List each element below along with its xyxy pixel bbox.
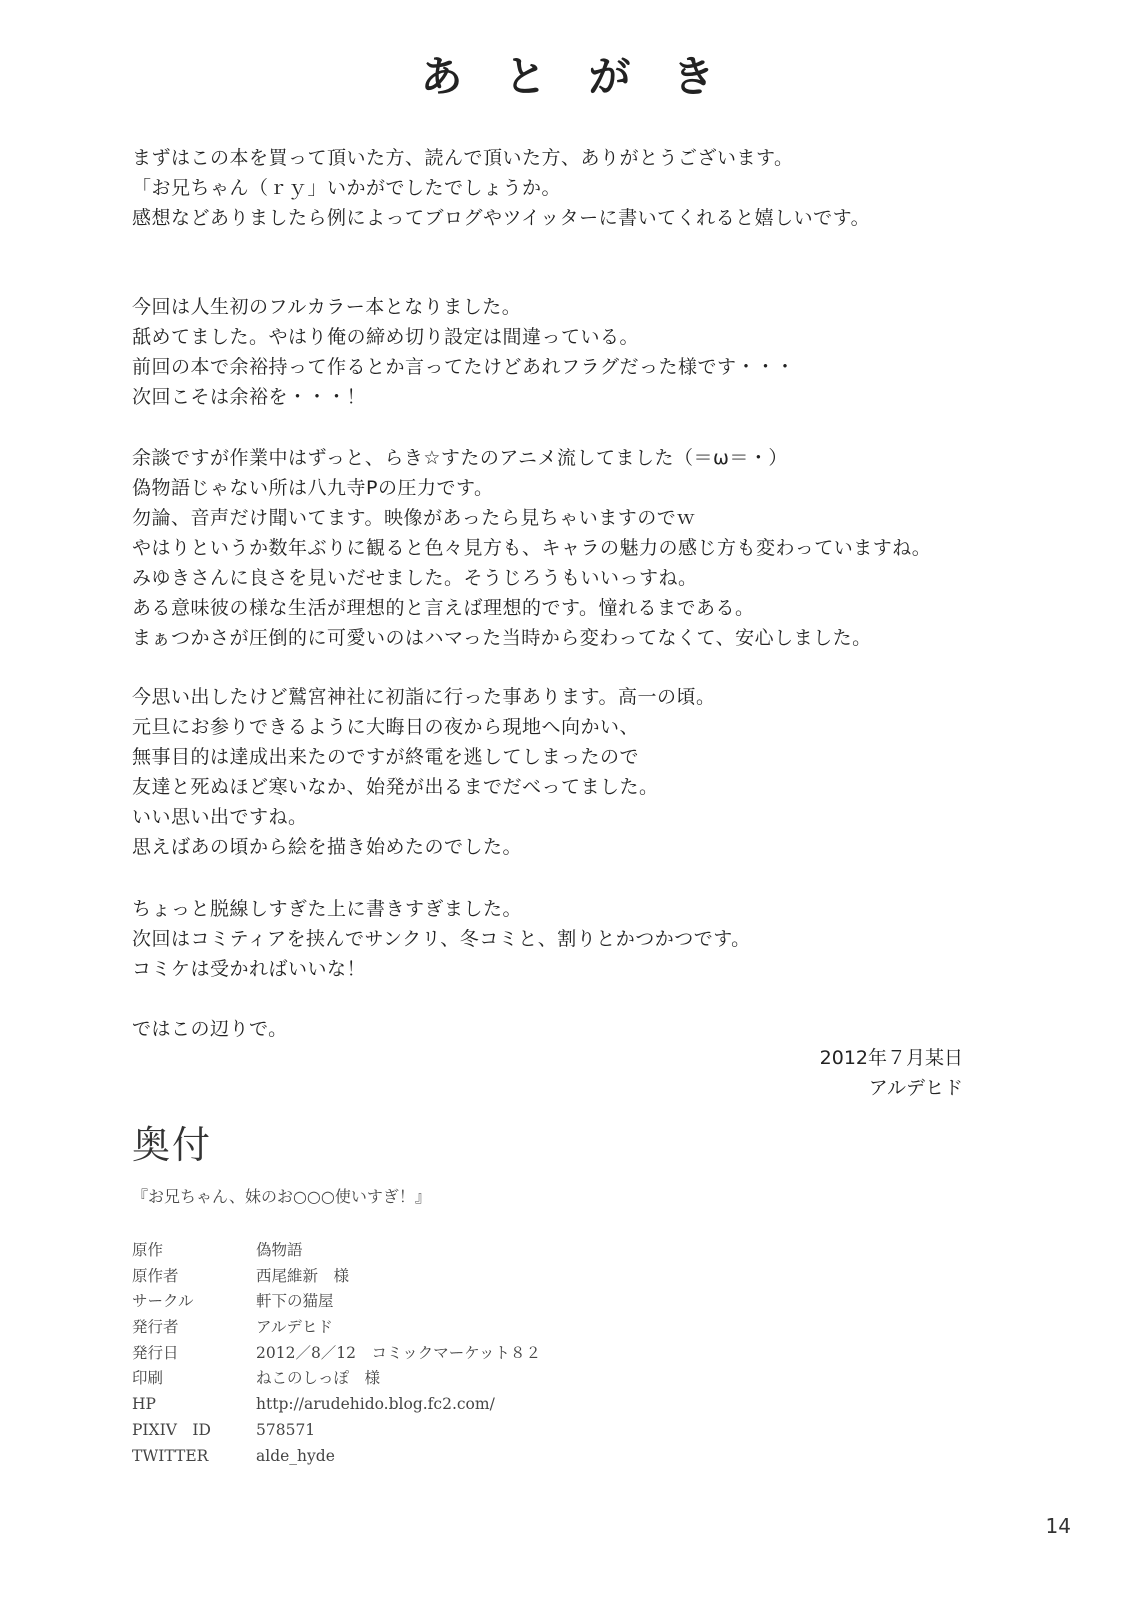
colophon-info-table (132, 1238, 541, 1469)
afterword-line: 次回はコミティアを挟んでサンクリ、冬コミと、割りとかつかつです。 (132, 928, 751, 950)
colophon-row (132, 1444, 541, 1470)
afterword-line: 余談ですが作業中はずっと、らき☆すたのアニメ流してました（＝ω＝・） (132, 447, 788, 469)
colophon-key: サークル (132, 1292, 194, 1311)
afterword-paragraph (132, 443, 1032, 653)
colophon-value: ねこのしっぽ 様 (256, 1369, 381, 1388)
colophon-row (132, 1289, 541, 1315)
colophon-row (132, 1238, 541, 1264)
colophon-key: 印刷 (132, 1369, 164, 1388)
afterword-author: アルデヒド (868, 1077, 963, 1099)
afterword-line: ではこの辺りで。 (132, 1018, 288, 1040)
colophon-key: 原作 (132, 1241, 164, 1259)
afterword-line: 前回の本で余裕持って作るとか言ってたけどあれフラグだった様です・・・ (132, 356, 796, 378)
colophon-key: 発行者 (132, 1318, 179, 1337)
colophon-value: 西尾維新 様 (256, 1266, 350, 1285)
colophon-key: PIXIV ID (132, 1420, 211, 1439)
afterword-line: みゆきさんに良さを見いだせました。そうじろうもいいっすね。 (132, 567, 698, 589)
colophon-row (132, 1366, 541, 1392)
colophon-row (132, 1392, 541, 1418)
colophon-value: 偽物語 (256, 1241, 303, 1259)
afterword-line: 偽物語じゃない所は八九寺Pの圧力です。 (132, 477, 494, 499)
afterword-line: 今回は人生初のフルカラー本となりました。 (132, 296, 522, 318)
colophon-key: 発行日 (132, 1343, 179, 1362)
colophon-value: 軒下の猫屋 (256, 1292, 334, 1311)
afterword-line: 元旦にお参りできるように大晦日の夜から現地へ向かい、 (132, 716, 640, 738)
afterword-line: ある意味彼の様な生活が理想的と言えば理想的です。憧れるまである。 (132, 597, 755, 619)
afterword-line: 今思い出したけど鷲宮神社に初詣に行った事あります。高一の頃。 (132, 686, 716, 708)
afterword-line: まぁつかさが圧倒的に可愛いのはハマった当時から変わってなくて、安心しました。 (132, 627, 872, 649)
afterword-line: コミケは受かればいいな！ (132, 958, 367, 980)
afterword-paragraph (132, 1014, 1032, 1044)
afterword-paragraph (132, 682, 1032, 862)
afterword-title: あとがき (420, 52, 757, 101)
afterword-date: 2012年７月某日 (819, 1047, 963, 1069)
colophon-key: HP (132, 1395, 156, 1414)
afterword-line: いい思い出ですね。 (132, 806, 308, 828)
afterword-line: 思えばあの頃から絵を描き始めたのでした。 (132, 836, 523, 858)
afterword-line: 次回こそは余裕を・・・！ (132, 386, 367, 408)
afterword-line: やはりというか数年ぶりに観ると色々見方も、キャラの魅力の感じ方も変わっていますね。 (132, 537, 932, 559)
afterword-paragraph (132, 143, 1032, 233)
colophon-row (132, 1418, 541, 1444)
afterword-line: 「お兄ちゃん（ｒｙ」いかがでしたでしょうか。 (132, 177, 562, 199)
colophon-value: alde_hyde (256, 1446, 335, 1465)
afterword-line: 無事目的は達成出来たのですが終電を逃してしまったので (132, 746, 640, 768)
afterword-line: 感想などありましたら例によってブログやツイッターに書いてくれると嬉しいです。 (132, 207, 871, 229)
afterword-line: まずはこの本を買って頂いた方、読んで頂いた方、ありがとうございます。 (132, 147, 794, 169)
afterword-paragraph (132, 894, 1032, 984)
afterword-paragraph (132, 292, 1032, 412)
afterword-line: 勿論、音声だけ聞いてます。映像があったら見ちゃいますのでｗ (132, 507, 696, 529)
book-title: 『お兄ちゃん、妹のお○○○使いすぎ！』 (132, 1187, 431, 1206)
colophon-row (132, 1264, 541, 1290)
colophon-key: 原作者 (132, 1266, 179, 1285)
afterword-line: ちょっと脱線しすぎた上に書きすぎました。 (132, 898, 523, 920)
afterword-line: 友達と死ぬほど寒いなか、始発が出るまでだべってました。 (132, 776, 659, 798)
colophon-homepage-url: http://arudehido.blog.fc2.com/ (256, 1395, 495, 1414)
colophon-heading: 奥付 (132, 1123, 213, 1167)
page-number: 14 (1045, 1514, 1071, 1538)
colophon-value: 2012／8／12 コミックマーケット８２ (256, 1343, 541, 1362)
afterword-line: 舐めてました。やはり俺の締め切り設定は間違っている。 (132, 326, 640, 348)
colophon-key: TWITTER (132, 1446, 209, 1465)
colophon-value: アルデヒド (256, 1318, 333, 1337)
colophon-row (132, 1341, 541, 1367)
colophon-value: 578571 (256, 1420, 316, 1439)
colophon-row (132, 1315, 541, 1341)
